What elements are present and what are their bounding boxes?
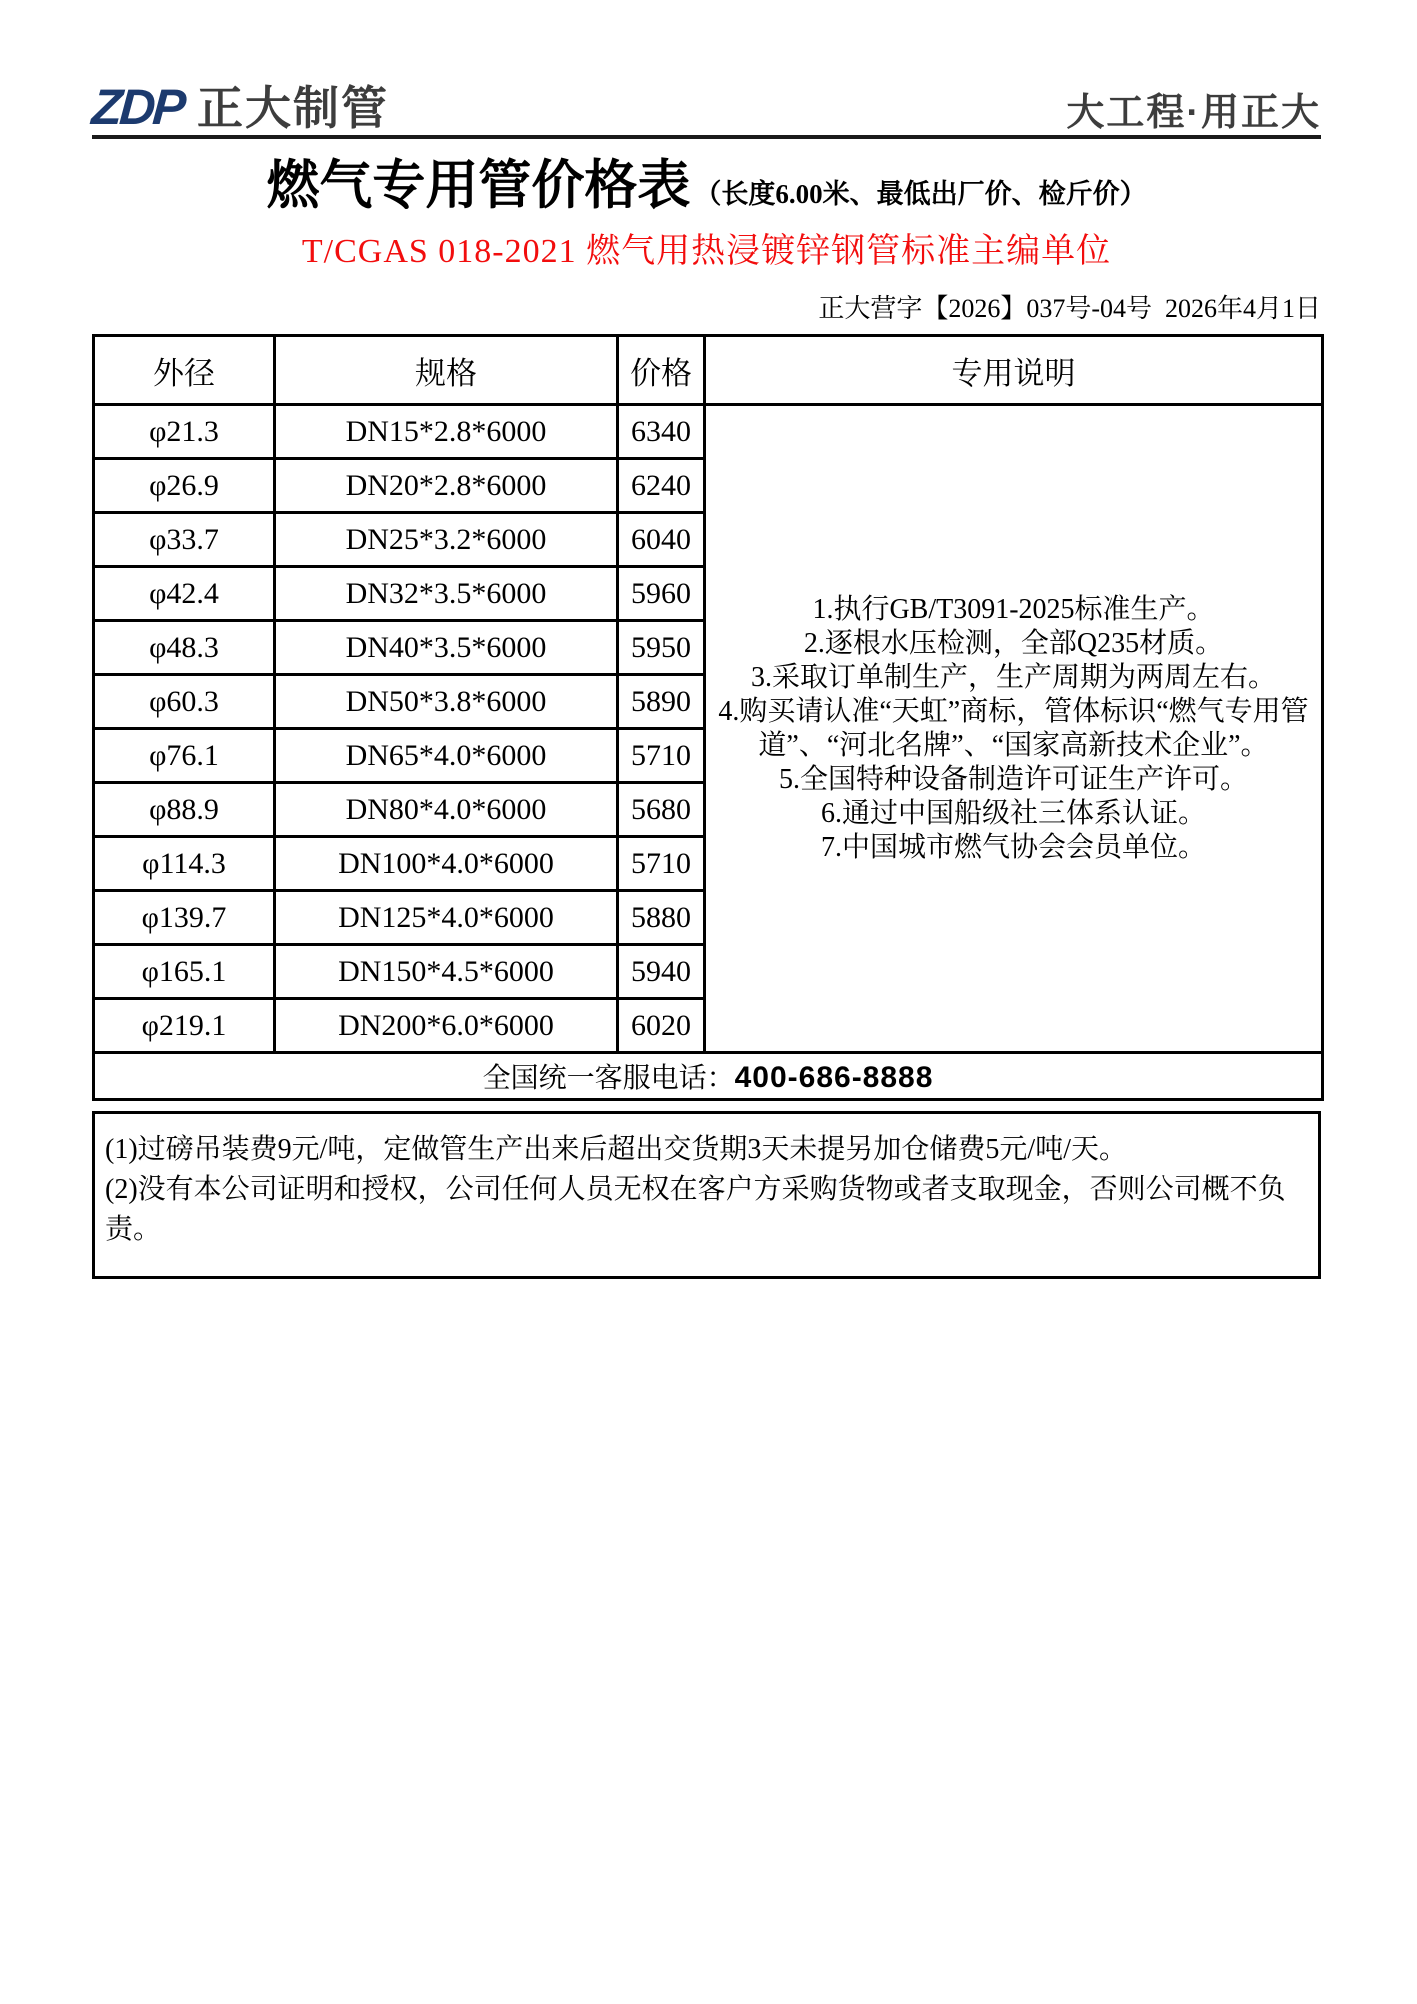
od-cell: φ88.9 [94, 783, 275, 837]
header-price: 价格 [618, 336, 705, 405]
header-outer-diameter: 外径 [94, 336, 275, 405]
spec-cell: DN50*3.8*6000 [275, 675, 618, 729]
service-hotline-row [94, 1053, 1323, 1100]
od-cell: φ48.3 [94, 621, 275, 675]
note-line: 2.逐根水压检测，全部Q235材质。 [803, 627, 1224, 659]
price-table [92, 334, 1324, 1101]
company-name: 正大制管 [197, 82, 389, 134]
header-spec: 规格 [275, 336, 618, 405]
table-row [94, 405, 1323, 459]
price-cell: 5680 [618, 783, 705, 837]
od-cell: φ60.3 [94, 675, 275, 729]
od-cell: φ76.1 [94, 729, 275, 783]
price-cell: 5880 [618, 891, 705, 945]
spec-cell: DN20*2.8*6000 [275, 459, 618, 513]
page-title: 燃气专用管价格表 [266, 157, 691, 215]
price-cell: 5710 [618, 729, 705, 783]
od-cell: φ165.1 [94, 945, 275, 999]
spec-cell: DN25*3.2*6000 [275, 513, 618, 567]
note-line: 3.采取订单制生产，生产周期为两周左右。 [750, 661, 1276, 693]
company-logo [90, 79, 389, 135]
price-cell: 6040 [618, 513, 705, 567]
od-cell: φ219.1 [94, 999, 275, 1053]
od-cell: φ42.4 [94, 567, 275, 621]
brand-slogan: 大工程·用正大 [1066, 92, 1321, 134]
spec-cell: DN80*4.0*6000 [275, 783, 618, 837]
hotline-number: 400-686-8888 [734, 1061, 934, 1095]
title-conditions-note: （长度6.00米、最低出厂价、检斤价） [694, 179, 1147, 209]
footnote-line: (2)没有本公司证明和授权，公司任何人员无权在客户方采购货物或者支取现金，否则公司概不负责。 [105, 1174, 1286, 1246]
footnotes-box [92, 1111, 1321, 1279]
header-special-notes: 专用说明 [705, 336, 1323, 405]
od-cell: φ33.7 [94, 513, 275, 567]
price-cell: 6340 [618, 405, 705, 459]
spec-cell: DN15*2.8*6000 [275, 405, 618, 459]
price-cell: 6020 [618, 999, 705, 1053]
table-header-row [94, 336, 1323, 405]
od-cell: φ26.9 [94, 459, 275, 513]
brand-header [90, 79, 1321, 139]
note-line: 6.通过中国船级社三体系认证。 [820, 797, 1206, 829]
zdp-logo-icon: ZDP [90, 79, 185, 135]
hotline-label: 全国统一客服电话： [482, 1063, 735, 1095]
price-cell: 5710 [618, 837, 705, 891]
spec-cell: DN32*3.5*6000 [275, 567, 618, 621]
footnote-line: (1)过磅吊装费9元/吨，定做管生产出来后超出交货期3天未提另加仓储费5元/吨/天。 [105, 1134, 1127, 1166]
special-notes-cell [705, 405, 1323, 1053]
service-hotline-cell [94, 1053, 1323, 1100]
price-cell: 5890 [618, 675, 705, 729]
spec-cell: DN150*4.5*6000 [275, 945, 618, 999]
spec-cell: DN200*6.0*6000 [275, 999, 618, 1053]
title-block [92, 157, 1321, 215]
od-cell: φ114.3 [94, 837, 275, 891]
spec-cell: DN65*4.0*6000 [275, 729, 618, 783]
price-cell: 5940 [618, 945, 705, 999]
standard-subtitle: T/CGAS 018-2021 燃气用热浸镀锌钢管标准主编单位 [301, 233, 1112, 271]
od-cell: φ21.3 [94, 405, 275, 459]
od-cell: φ139.7 [94, 891, 275, 945]
note-line: 5.全国特种设备制造许可证生产许可。 [778, 763, 1248, 795]
doc-number-date: 正大营字【2026】037号-04号 2026年4月1日 [818, 294, 1321, 324]
price-cell: 5950 [618, 621, 705, 675]
price-cell: 6240 [618, 459, 705, 513]
price-cell: 5960 [618, 567, 705, 621]
spec-cell: DN125*4.0*6000 [275, 891, 618, 945]
note-line: 1.执行GB/T3091-2025标准生产。 [812, 593, 1215, 625]
note-line: 7.中国城市燃气协会会员单位。 [820, 831, 1206, 863]
note-line: 4.购买请认准“天虹”商标，管体标识“燃气专用管道”、“河北名牌”、“国家高新技术企业”。 [718, 695, 1309, 761]
spec-cell: DN40*3.5*6000 [275, 621, 618, 675]
spec-cell: DN100*4.0*6000 [275, 837, 618, 891]
